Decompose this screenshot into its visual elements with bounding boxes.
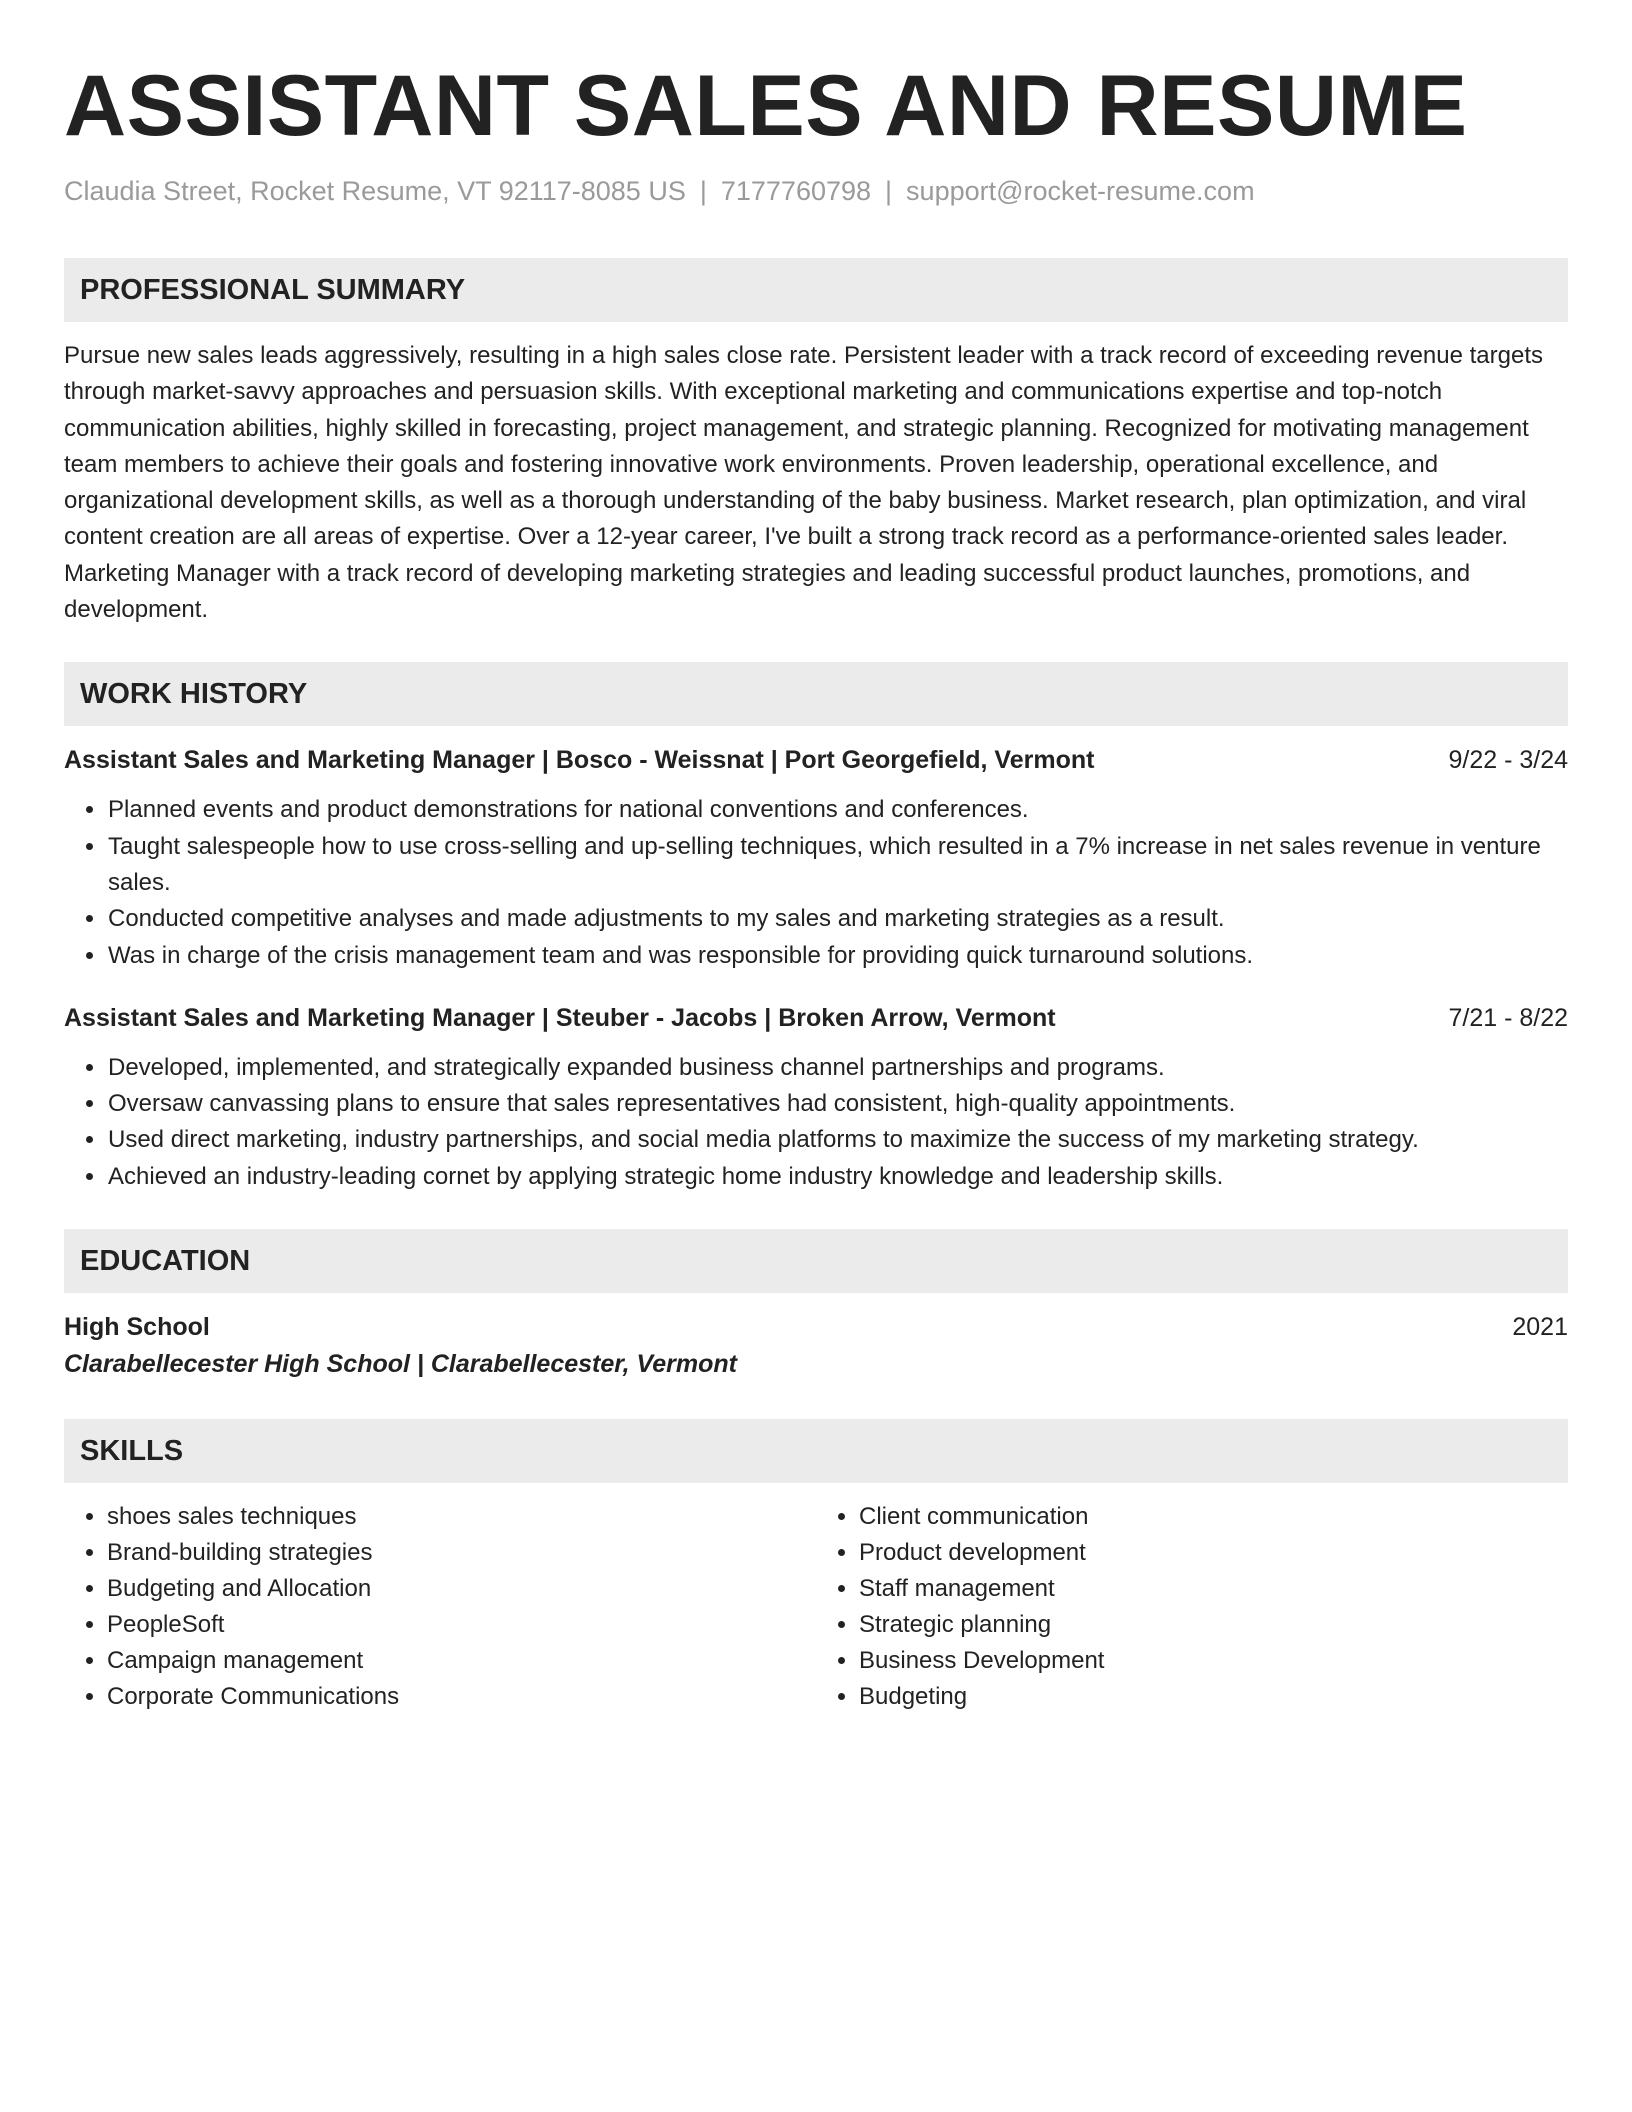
- job-bullet: • Conducted competitive analyses and made adjustments to my sales and marketing strategies as a result.: [107, 901, 1568, 937]
- education-school: Clarabellecester High School | Clarabellecester, Vermont: [64, 1350, 737, 1379]
- skill-item: • Campaign management: [107, 1643, 816, 1679]
- job-bullet: • Developed, implemented, and strategically expanded business channel partnerships and programs.: [107, 1050, 1568, 1086]
- job-header: [64, 1000, 1568, 1036]
- job-dates: 7/21 - 8/22: [1448, 1003, 1568, 1032]
- job-bullet: • Oversaw canvassing plans to ensure that sales representatives had consistent, high-quality appointments.: [107, 1086, 1568, 1122]
- skill-item: • Budgeting: [859, 1679, 1568, 1715]
- job-bullet: • Was in charge of the crisis management team and was responsible for providing quick turnaround solutions.: [107, 938, 1568, 974]
- resume-title: ASSISTANT SALES AND RESUME: [64, 58, 1468, 154]
- job-title: Assistant Sales and Marketing Manager | Bosco - Weissnat | Port Georgefield, Vermont: [64, 746, 1095, 775]
- job-bullet: • Planned events and product demonstrations for national conventions and conferences.: [107, 792, 1568, 828]
- job-title: Assistant Sales and Marketing Manager | Steuber - Jacobs | Broken Arrow, Vermont: [64, 1003, 1056, 1032]
- job-bullet: • Achieved an industry-leading cornet by applying strategic home industry knowledge and leadership skills.: [107, 1159, 1568, 1195]
- skill-item: • Strategic planning: [859, 1607, 1568, 1643]
- summary-heading: PROFESSIONAL SUMMARY: [64, 258, 1568, 322]
- skills-column-left: [64, 1499, 816, 1715]
- contact-line: [64, 174, 1568, 208]
- job-entry: [64, 1000, 1568, 1195]
- education-year: 2021: [1512, 1313, 1568, 1342]
- job-bullet: • Used direct marketing, industry partnerships, and social media platforms to maximize the success of my marketing strategy.: [107, 1122, 1568, 1158]
- skill-item: • Client communication: [859, 1499, 1568, 1535]
- skills-column-right: [816, 1499, 1568, 1715]
- education-heading: EDUCATION: [64, 1229, 1568, 1293]
- job-bullet: • Taught salespeople how to use cross-selling and up-selling techniques, which resulted in a 7% increase in net sales revenue in venture sales.: [107, 829, 1568, 902]
- skill-item: • Product development: [859, 1535, 1568, 1571]
- skill-item: • Budgeting and Allocation: [107, 1571, 816, 1607]
- skill-item: • Staff management: [859, 1571, 1568, 1607]
- skill-item: • shoes sales techniques: [107, 1499, 816, 1535]
- job-bullets: [64, 1050, 1568, 1195]
- contact-address: Claudia Street, Rocket Resume, VT 92117-8085 US: [64, 176, 686, 206]
- summary-text: Pursue new sales leads aggressively, resulting in a high sales close rate. Persistent leader with a track record of exceeding revenue targets through market-savvy approaches and persuasion skills. With exceptional marketing and communications expertise and top-notch communication abilities, highly skilled in forecasting, project management, and strategic planning. Recognized for motivating management team members to achieve their goals and fostering innovative work environments. Proven leadership, operational excellence, and organizational development skills, as well as a thorough understanding of the baby business. Market research, plan optimization, and viral content creation are all areas of expertise. Over a 12-year career, I've built a strong track record as a performance-oriented sales leader. Marketing Manager with a track record of developing marketing strategies and leading successful product launches, promotions, and development.: [64, 342, 1543, 624]
- contact-email: support@rocket-resume.com: [906, 176, 1255, 206]
- skill-item: • PeopleSoft: [107, 1607, 816, 1643]
- education-header: [64, 1309, 1568, 1345]
- skills-heading: SKILLS: [64, 1419, 1568, 1483]
- job-dates: 9/22 - 3/24: [1448, 746, 1568, 775]
- education-entry: [64, 1309, 1568, 1383]
- job-header: [64, 742, 1568, 778]
- contact-separator: |: [699, 176, 707, 206]
- skills-list: [64, 1499, 1568, 1715]
- job-bullets: [64, 792, 1568, 973]
- skill-item: • Brand-building strategies: [107, 1535, 816, 1571]
- skill-item: • Business Development: [859, 1643, 1568, 1679]
- work-history-heading: WORK HISTORY: [64, 662, 1568, 726]
- skill-item: • Corporate Communications: [107, 1679, 816, 1715]
- contact-separator: |: [885, 176, 893, 206]
- job-entry: [64, 742, 1568, 973]
- contact-phone: 7177760798: [720, 176, 872, 206]
- education-degree: High School: [64, 1313, 210, 1342]
